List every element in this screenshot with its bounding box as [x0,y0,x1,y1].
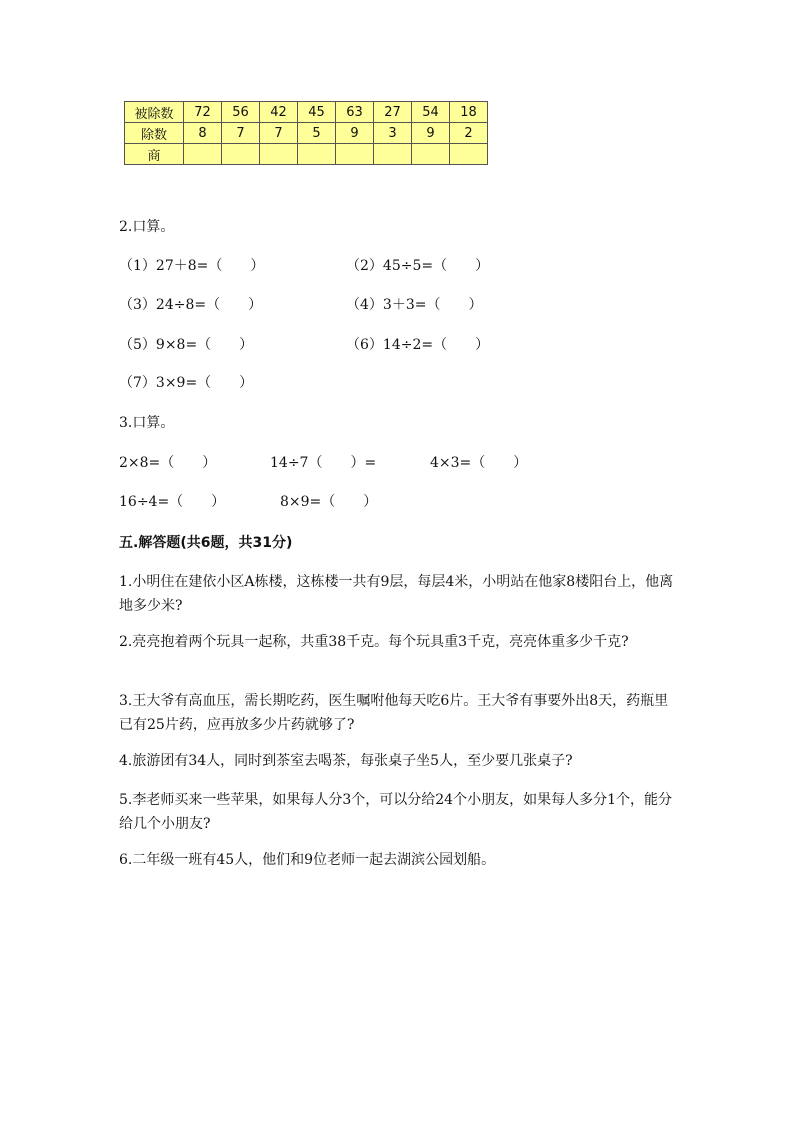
problem-2: 2.亮亮抱着两个玩具一起称，共重38千克。每个玩具重3千克，亮亮体重多少千克? [119,634,629,650]
q3-title: 3.口算。 [119,415,175,431]
divisor-cell: 8 [184,123,222,144]
dividend-row [125,102,488,123]
problem-6: 6.二年级一班有45人，他们和9位老师一起去湖滨公园划船。 [119,852,496,868]
section5-title: 五.解答题(共6题，共31分) [119,535,293,551]
quotient-cell[interactable] [222,144,260,165]
division-table [124,101,488,165]
q2-item-6: （6）14÷2=（ ） [346,337,490,353]
dividend-cell: 72 [184,102,222,123]
divisor-cell: 9 [336,123,374,144]
q2-item-3: （3）24÷8=（ ） [119,297,263,313]
q2-item-4: （4）3＋3=（ ） [346,297,483,313]
divisor-cell: 5 [298,123,336,144]
q2-item-5: （5）9×8=（ ） [119,337,254,353]
q3-item-1: 2×8=（ ） [119,455,217,471]
row-label-dividend: 被除数 [125,102,184,123]
dividend-cell: 63 [336,102,374,123]
quotient-cell[interactable] [336,144,374,165]
divisor-cell: 3 [374,123,412,144]
problem-4: 4.旅游团有34人，同时到茶室去喝茶，每张桌子坐5人，至少要几张桌子? [119,753,573,769]
divisor-cell: 7 [222,123,260,144]
quotient-cell[interactable] [374,144,412,165]
dividend-cell: 42 [260,102,298,123]
dividend-cell: 54 [412,102,450,123]
q3-item-3: 4×3=（ ） [430,455,528,471]
q2-title: 2.口算。 [119,219,175,235]
problem-5: 5.李老师买来一些苹果，如果每人分3个，可以分给24个小朋友，如果每人多分1个，能分给几个小朋友? [119,792,672,832]
dividend-cell: 56 [222,102,260,123]
q2-item-1: （1）27＋8=（ ） [119,258,265,274]
quotient-row [125,144,488,165]
divisor-cell: 7 [260,123,298,144]
quotient-cell[interactable] [298,144,336,165]
q3-item-4: 16÷4=（ ） [119,494,226,510]
divisor-cell: 9 [412,123,450,144]
quotient-cell[interactable] [412,144,450,165]
dividend-cell: 18 [450,102,488,123]
q3-item-5: 8×9=（ ） [280,494,378,510]
q3-item-2: 14÷7（ ）= [270,455,377,471]
q2-item-7: （7）3×9=（ ） [119,375,254,391]
divisor-row [125,123,488,144]
quotient-cell[interactable] [184,144,222,165]
q2-item-2: （2）45÷5=（ ） [346,258,490,274]
dividend-cell: 45 [298,102,336,123]
problem-1: 1.小明住在建依小区A栋楼，这栋楼一共有9层，每层4米，小明站在他家8楼阳台上，他离地多少米? [119,574,674,614]
quotient-cell[interactable] [450,144,488,165]
problem-3: 3.王大爷有高血压，需长期吃药，医生嘱咐他每天吃6片。王大爷有事要外出8天，药瓶里已有25片药，应再放多少片药就够了? [119,693,669,733]
dividend-cell: 27 [374,102,412,123]
divisor-cell: 2 [450,123,488,144]
row-label-quotient: 商 [125,144,184,165]
quotient-cell[interactable] [260,144,298,165]
row-label-divisor: 除数 [125,123,184,144]
